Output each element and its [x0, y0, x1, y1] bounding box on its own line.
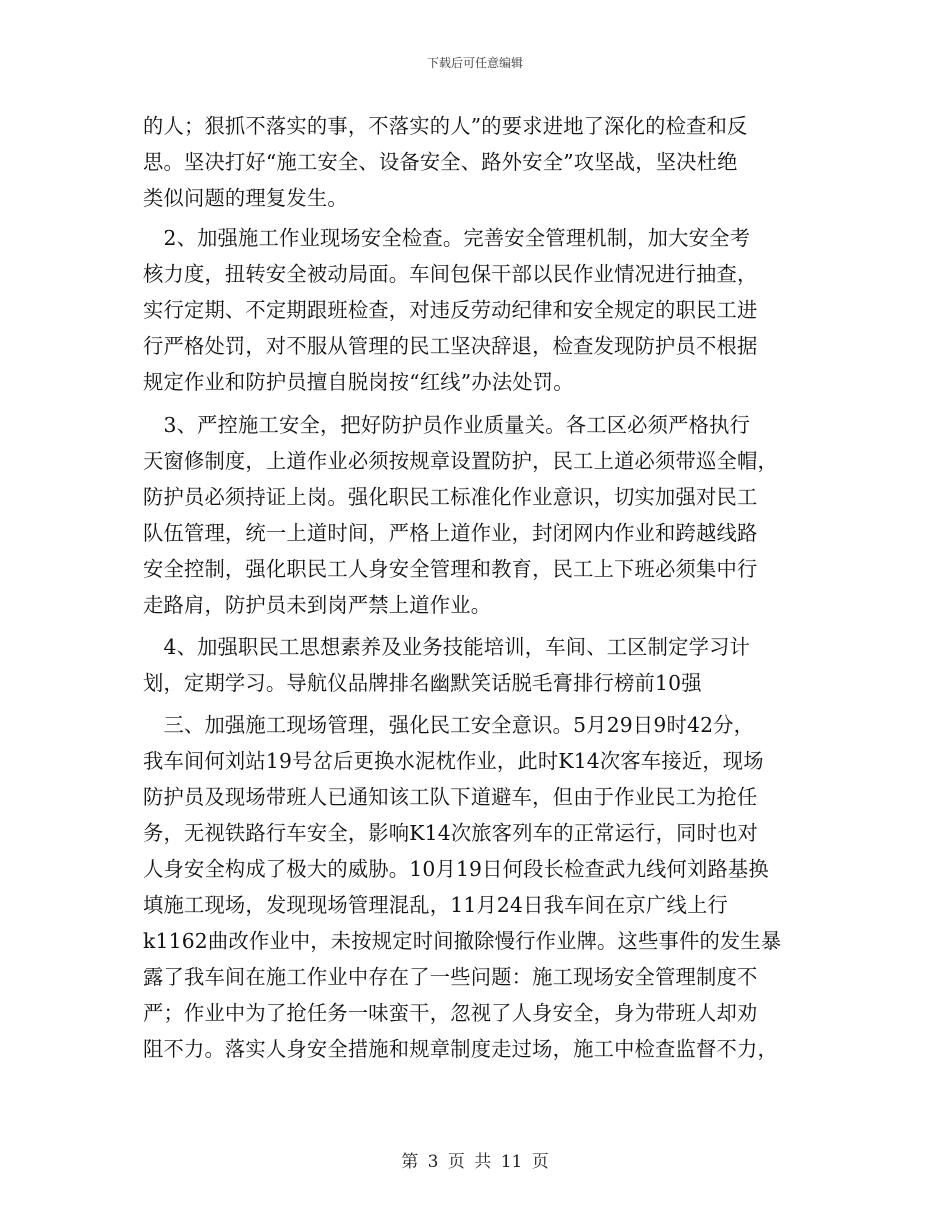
text-line: 的人；狠抓不落实的事，不落实的人”的要求进地了深化的检查和反: [143, 114, 748, 138]
text-line: 行严格处罚，对不服从管理的民工坚决辞退，检查发现防护员不根据: [143, 334, 758, 358]
text-line: 4、加强职民工思想素养及业务技能培训，车间、工区制定学习计: [143, 635, 751, 659]
text-line: 类似问题的理复发生。: [143, 186, 348, 210]
text-line: 实行定期、不定期跟班检查，对违反劳动纪律和安全规定的职民工进: [143, 298, 758, 322]
text-line: 队伍管理，统一上道时间，严格上道作业，封闭网内作业和跨越线路: [143, 521, 758, 545]
text-line: 露了我车间在施工作业中存在了一些问题：施工现场安全管理制度不: [143, 965, 758, 989]
text-line: 2、加强施工作业现场安全检查。完善安全管理机制，加大安全考: [143, 226, 751, 250]
text-line: 三、加强施工现场管理，强化民工安全意识。5月29日9时42分，: [143, 713, 755, 737]
text-line: 划，定期学习。导航仪品牌排名幽默笑话脱毛膏排行榜前10强: [143, 671, 702, 695]
text-line: 我车间何刘站19号岔后更换水泥枕作业，此时K14次客车接近，现场: [143, 749, 764, 773]
text-line: 防护员及现场带班人已通知该工队下道避车，但由于作业民工为抢任: [143, 785, 758, 809]
text-line: 安全控制，强化职民工人身安全管理和教育，民工上下班必须集中行: [143, 557, 758, 581]
text-line: 防护员必须持证上岗。强化职民工标准化作业意识，切实加强对民工: [143, 485, 758, 509]
text-line: 思。坚决打好“施工安全、设备安全、路外安全”攻坚战，坚决杜绝: [143, 150, 738, 174]
text-line: 规定作业和防护员擅自脱岗按“红线”办法处罚。: [143, 370, 574, 394]
page-footer: 第 3 页 共 11 页: [401, 1152, 549, 1172]
text-line: 人身安全构成了极大的威胁。10月19日何段长检查武九线何刘路基换: [143, 857, 769, 881]
text-line: 务，无视铁路行车安全，影响K14次旅客列车的正常运行，同时也对: [143, 821, 759, 845]
text-line: 走路肩，防护员未到岗严禁上道作业。: [143, 593, 492, 617]
text-line: 3、严控施工安全，把好防护员作业质量关。各工区必须严格执行: [143, 413, 751, 437]
page-header: 下载后可任意编辑: [426, 56, 523, 70]
text-line: 核力度，扭转安全被动局面。车间包保干部以民作业情况进行抽查，: [143, 262, 758, 286]
text-line: k1162曲改作业中，未按规定时间撤除慢行作业牌。这些事件的发生暴: [143, 929, 782, 953]
text-line: 填施工现场，发现现场管理混乱，11月24日我车间在京广线上行: [143, 893, 728, 917]
text-line: 严；作业中为了抢任务一味蛮干，忽视了人身安全，身为带班人却劝: [143, 1001, 758, 1025]
text-line: 阻不力。落实人身安全措施和规章制度走过场，施工中检查监督不力，: [143, 1037, 778, 1061]
text-line: 天窗修制度，上道作业必须按规章设置防护，民工上道必须带巡全帽，: [143, 449, 778, 473]
